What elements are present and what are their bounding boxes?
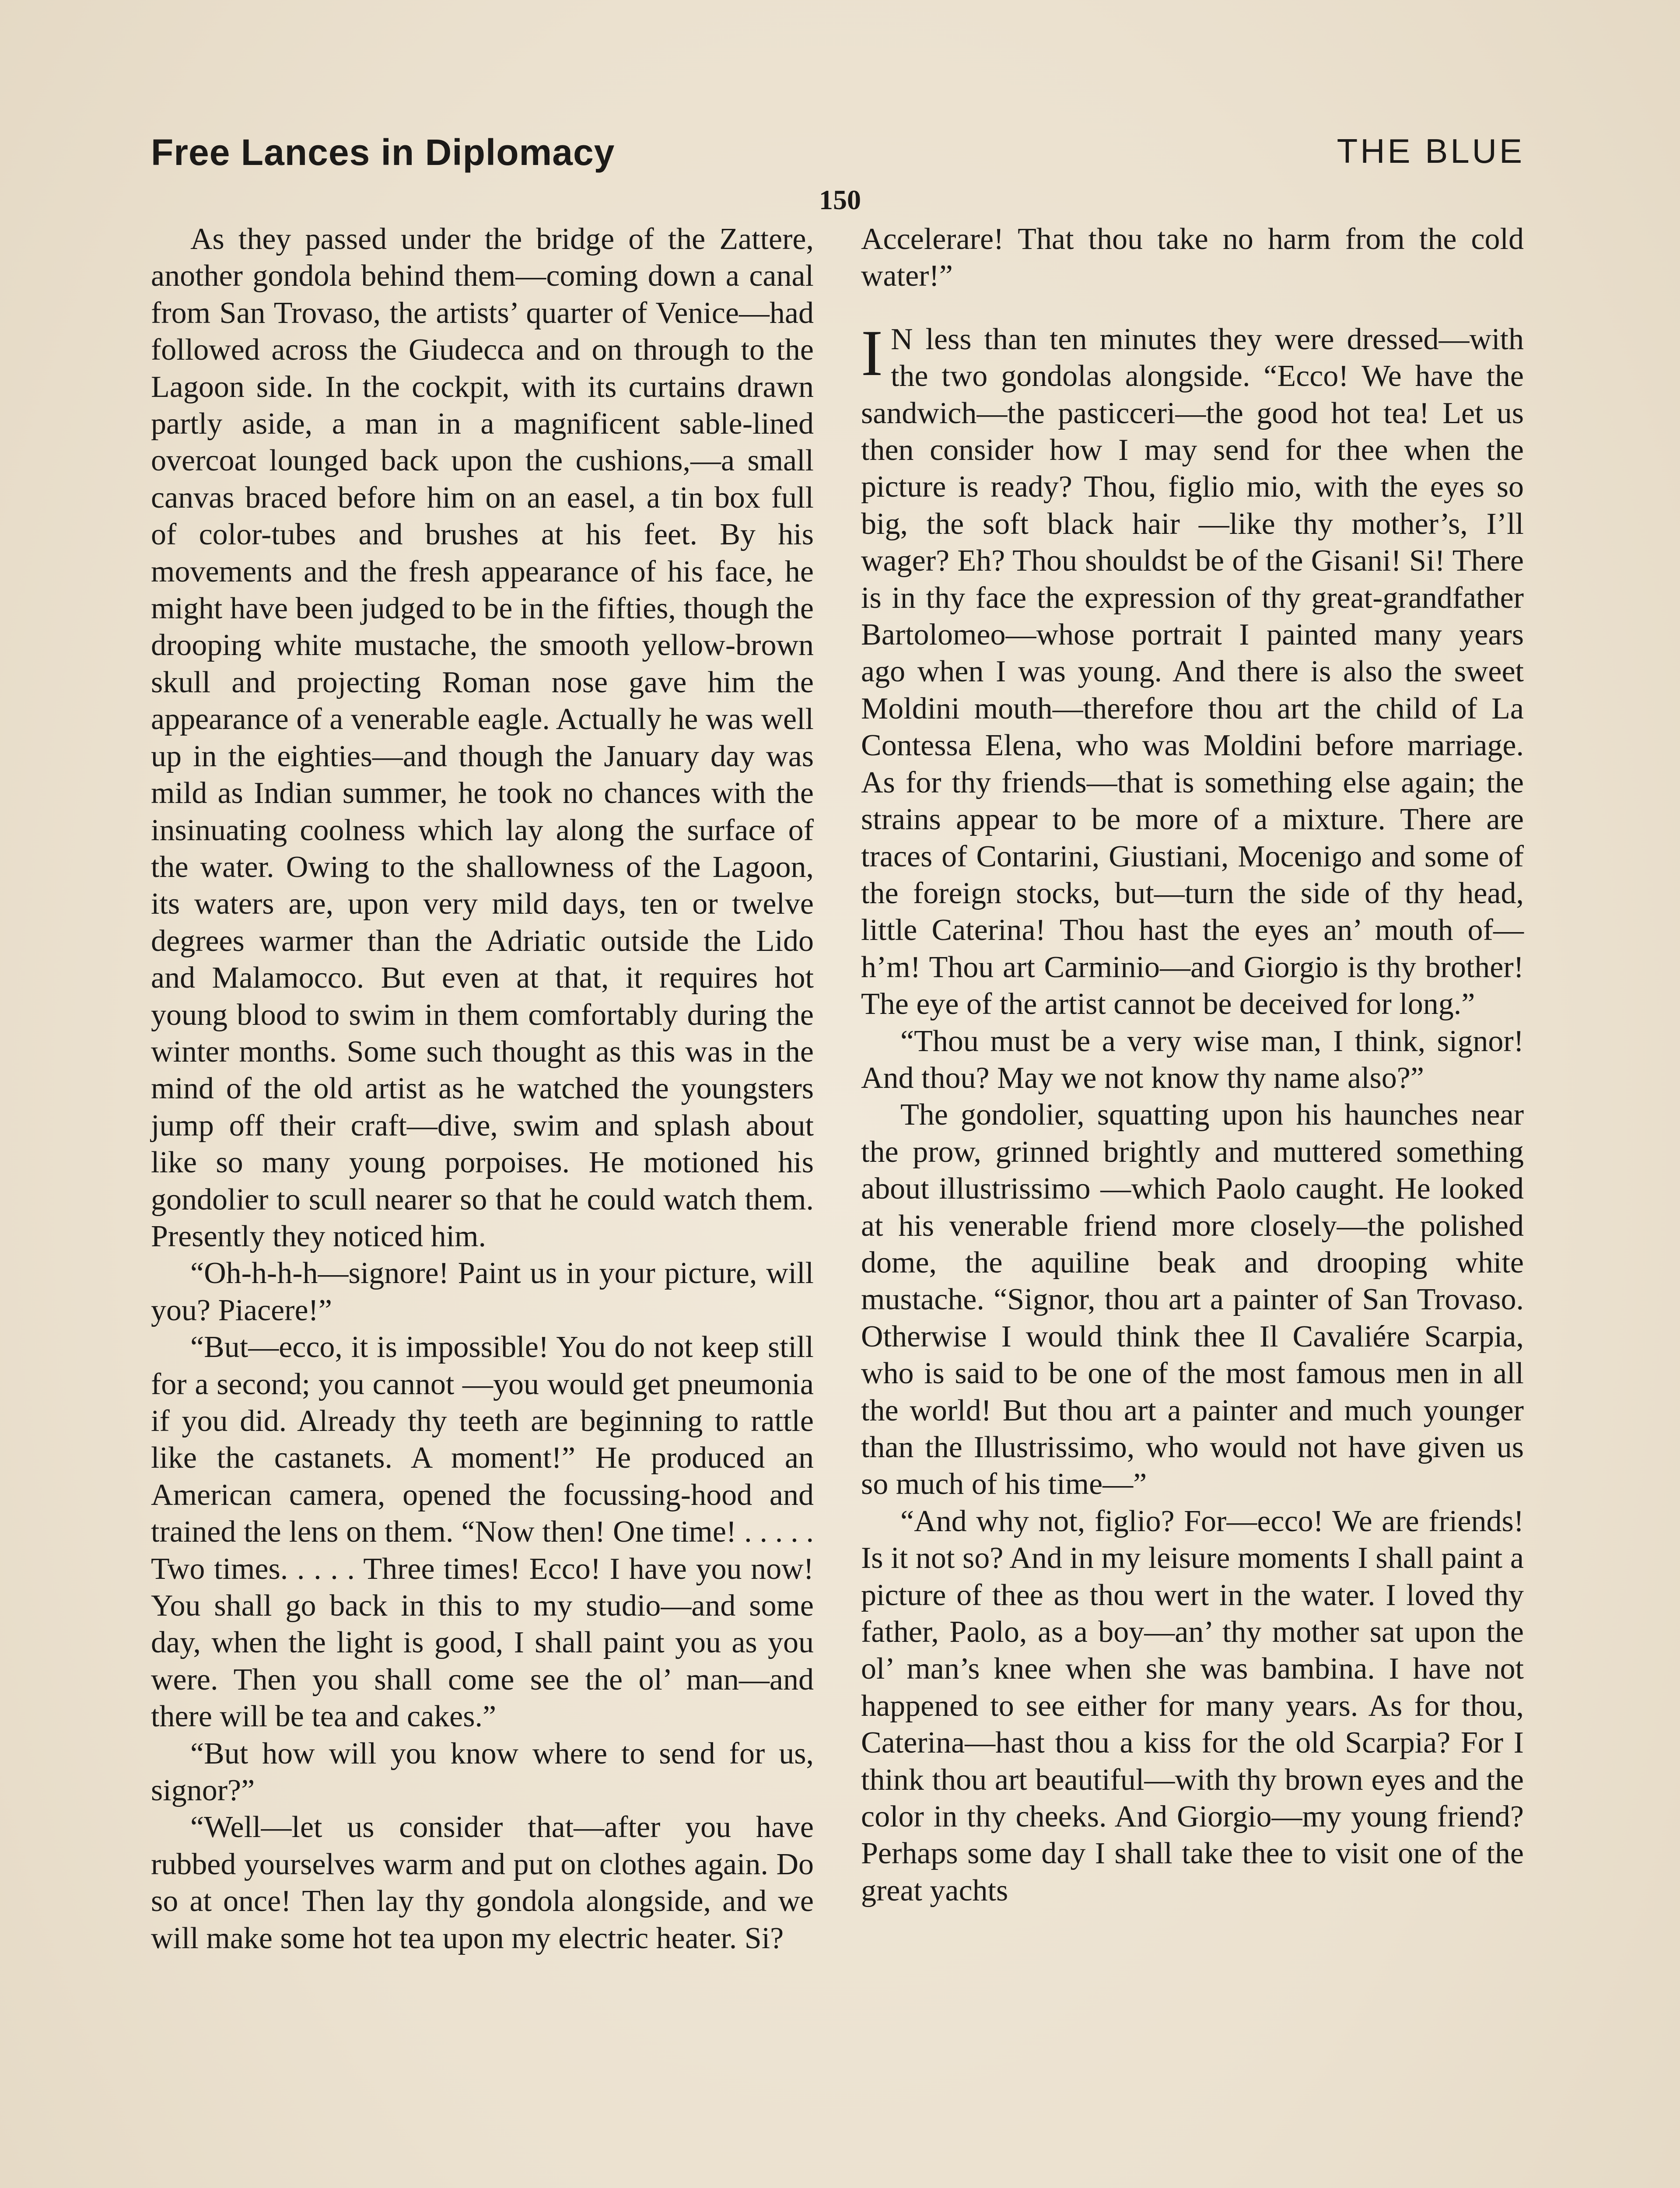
paragraph: “Thou must be a very wise man, I think, signor! And thou? May we not know thy name also?”	[861, 1024, 1524, 1095]
page-number: 150	[819, 184, 861, 215]
paragraph: “And why not, figlio? For—ecco! We are friends! Is it not so? And in my leisure moments I shall paint a picture of thee as thou wert in the water. I loved thy father, Paolo, as a boy—an’ thy mother sat upon the ol’ man’s knee when she was bambina. I have not happened to see either for many years. As for thou, Caterina—hast thou a kiss for the old Scarpia? For I think thou art beautiful—with thy brown eyes and the color in thy cheeks. And Giorgio—my young friend? Perhaps some day I shall take thee to visit one of the great yachts	[861, 1504, 1524, 1907]
story-title: Free Lances in Diplomacy	[151, 132, 615, 173]
paragraph: “Oh-h-h-h—signore! Paint us in your picture, will you? Piacere!”	[151, 1256, 814, 1327]
drop-cap-smallcaps: N	[890, 322, 913, 356]
right-column	[861, 221, 1524, 1909]
paragraph: “But—ecco, it is impossible! You do not keep still for a second; you cannot —you would get pneumonia if you did. Already thy teeth are beginning to rattle like the castanets. A moment!” He produced an American camera, opened the focussing-hood and trained the lens on them. “Now then! One time! . . . . . Two times. . . . . Three times! Ecco! I have you now! You shall go back in this to my studio—and some day, when the light is good, I shall paint you as you were. Then you shall come see the ol’ man—and there will be tea and cakes.”	[151, 1330, 814, 1734]
paragraph: “Well—let us consider that—after you have rubbed yourselves warm and put on clothes again. Do so at once! Then lay thy gondola alongside, and we will make some hot tea upon my electric heater. Si?	[151, 1810, 814, 1955]
running-header	[151, 131, 1525, 184]
left-column	[151, 221, 814, 1957]
paragraph: “But how will you know where to send for us, signor?”	[151, 1736, 814, 1808]
dropcap-paragraph	[861, 316, 1524, 1023]
magazine-title: THE BLUE	[1337, 132, 1525, 170]
paragraph: The gondolier, squatting upon his haunches near the prow, grinned brightly and muttered something about illustrissimo —which Paolo caught. He looked at his venerable friend more closely—the polished dome, the aquiline beak and drooping white mustache. “Signor, thou art a painter of San Trovaso. Otherwise I would think thee Il Cavaliére Scarpia, who is said to be one of the most famous men in all the world! But thou art a painter and much younger than the Illustrissimo, who would not have given us so much of his time—”	[861, 1098, 1524, 1501]
continued-paragraph: Accelerare! That thou take no harm from the cold water!”	[861, 222, 1524, 293]
drop-cap-paragraph-text: less than ten minutes they were dressed—with the two gondolas alongside. “Ecco! We have the sandwich—the pasticceri—the good hot tea! Let us then consider how I may send for thee when the picture is ready? Thou, figlio mio, with the eyes so big, the soft black hair —like thy mother’s, I’ll wager? Eh? Thou shouldst be of the Gisani! Si! There is in thy face the expression of thy great-grandfather Bartolomeo—whose portrait I painted many years ago when I was young. And there is also the sweet Moldini mouth—therefore thou art the child of La Contessa Elena, who was Moldini before marriage. As for thy friends—that is something else again; the strains appear to be more of a mixture. There are traces of Contarini, Giustiani, Mocenigo and some of the foreign stocks, but—turn the side of thy head, little Caterina! Thou hast the eyes an’ mouth of— h’m! Thou art Carminio—and Giorgio is thy brother! The eye of the artist cannot be deceived for long.”	[861, 322, 1524, 1021]
paragraph: As they passed under the bridge of the Zattere, another gondola behind them—coming down a canal from San Trovaso, the artists’ quarter of Venice—had followed across the Giudecca and on through to the Lagoon side. In the cockpit, with its curtains drawn partly aside, a man in a magnificent sable-lined overcoat lounged back upon the cushions,—a small canvas braced before him on an easel, a tin box full of color-tubes and brushes at his feet. By his movements and the fresh appearance of his face, he might have been judged to be in the fifties, though the drooping white mustache, the smooth yellow-brown skull and projecting Roman nose gave him the appearance of a venerable eagle. Actually he was well up in the eighties—and though the January day was mild as Indian summer, he took no chances with the insinuating coolness which lay along the surface of the water. Owing to the shallowness of the Lagoon, its waters are, upon very mild days, ten or twelve degrees warmer than the Adriatic outside the Lido and Malamocco. But even at that, it requires hot young blood to swim in them comfortably during the winter months. Some such thought as this was in the mind of the old artist as he watched the youngsters jump off their craft—dive, swim and splash about like so many young porpoises. He motioned his gondolier to scull nearer so that he could watch them. Presently they noticed him.	[151, 222, 814, 1253]
drop-cap: I	[861, 316, 883, 389]
